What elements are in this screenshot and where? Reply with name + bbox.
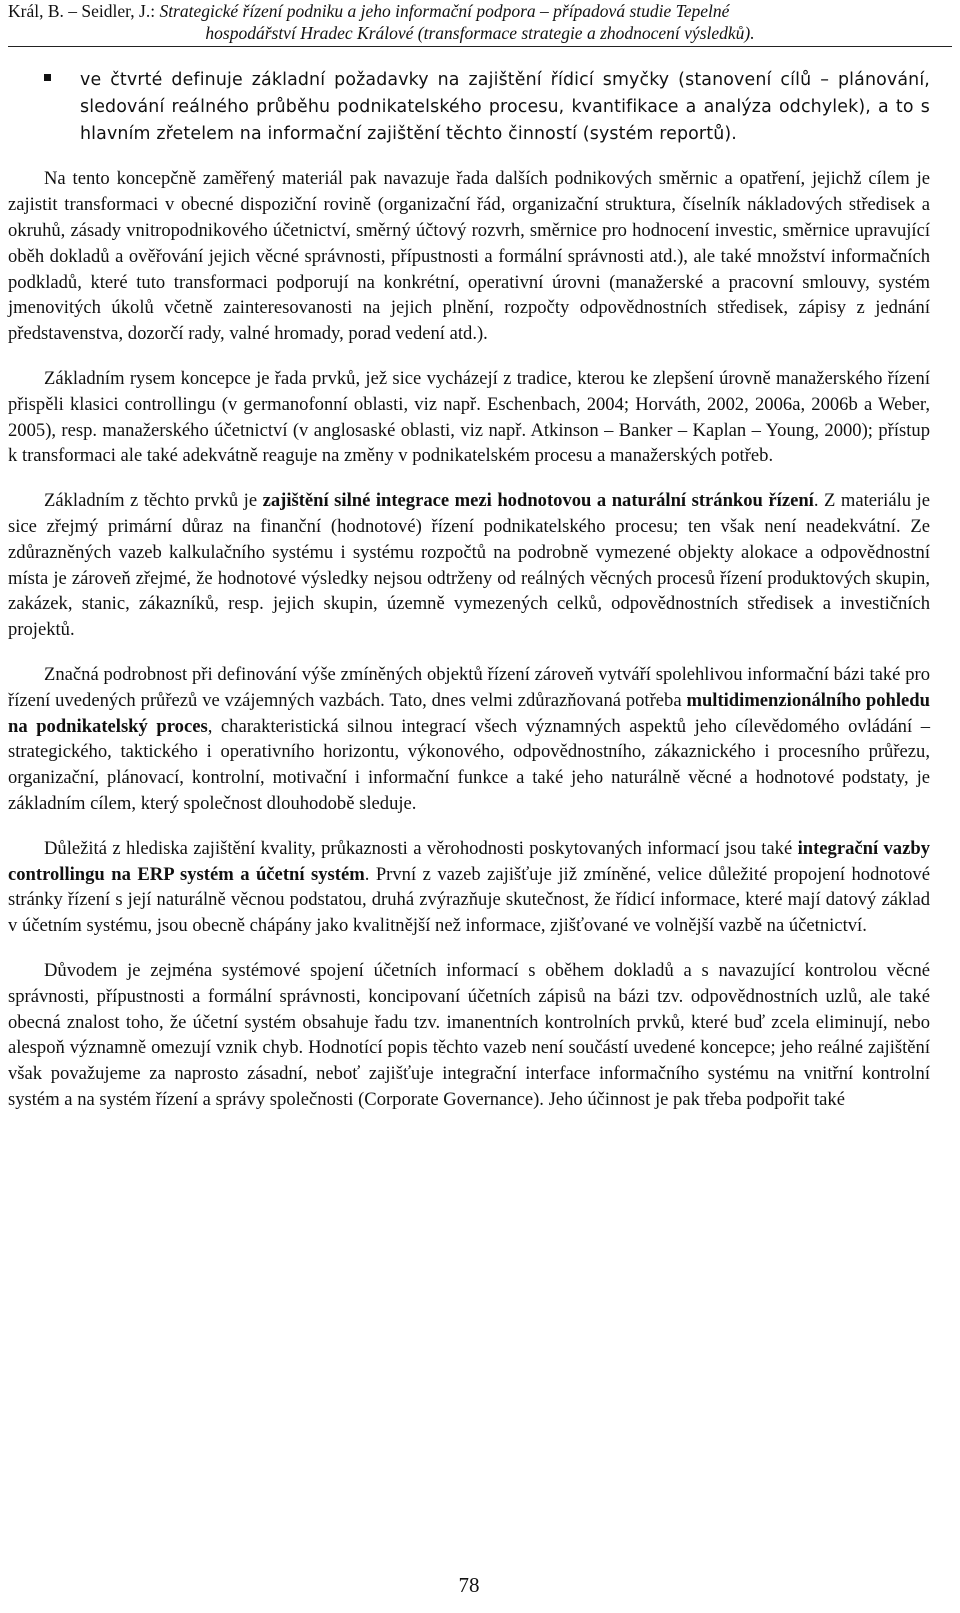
page-body xyxy=(8,67,930,1113)
paragraph-3-text-start: Základním z těchto prvků je xyxy=(44,490,263,512)
paragraph-4-emphasis: multidimenzionálního pohledu na podnikatelský proces xyxy=(8,689,930,737)
bullet-text: ve čtvrté definuje základní požadavky na zajištění řídicí smyčky (stanovení cílů – plánování, sledování reálného průběhu podnikatelského procesu, kvantifikace a analýza odchylek), a to s hlavním zřetelem na informační zajištění těchto činností (systém reportů). xyxy=(80,70,930,144)
paragraph-4-text-start: Značná podrobnost při definování výše zmíněných objektů řízení zároveň vytváří spolehlivou informační bázi také pro řízení uvedených průřezů ve vzájemných vazbách. Tato, dnes velmi zdůrazňovaná potřeba xyxy=(8,663,930,711)
paragraph-5 xyxy=(8,836,930,939)
paragraph-1: Na tento koncepčně zaměřený materiál pak navazuje řada dalších podnikových směrnic a opatření, jejichž cílem je zajistit transformaci v obecné dispoziční rovině (organizační řád, organizační struktura, číselník nákladových středisek a okruhů, zásady vnitropodnikového účetnictví, směrný účtový rozvrh, směrnice pro hodnocení investic, směrnice upravující oběh dokladů a ověřování jejich věcné správnosti, přípustnosti a formální správnosti atd.), ale také množství informačních podkladů, které tuto transformaci podporují na konkrétní, operativní úrovni (manažerské a pracovní smlouvy, systém jmenovitých úkolů včetně zainteresovanosti na jejich plnění, rozpočty odpovědnostních středisek, zápisy z jednání představenstva, dozorčí rady, valné hromady, porad vedení atd.). xyxy=(8,168,930,345)
paragraph-4-text-end: , charakteristická silnou integrací všech významných aspektů jeho cílevědomého ovládání – strategického, taktického i operativního horizontu, výkonového, odpovědnostního, zákaznického i procesního průřezu, organizační, plánovací, kontrolní, motivační i informační funkce a také jeho naturálně věcné a hodnotové podstaty, je základním cílem, který společnost dlouhodobě sleduje. xyxy=(8,715,930,814)
running-header xyxy=(8,0,952,47)
square-bullet-icon xyxy=(44,74,51,81)
paragraph-4 xyxy=(8,662,930,817)
header-line-1 xyxy=(8,0,952,22)
paragraph-2: Základním rysem koncepce je řada prvků, jež sice vycházejí z tradice, kterou ke zlepšení úrovně manažerského řízení přispěli klasici controllingu (v germanofonní oblasti, viz např. Eschenbach, 2004; Horváth, 2002, 2006a, 2006b a Weber, 2005), resp. manažerského účetnictví (v anglosaské oblasti, viz např. Atkinson – Banker – Kaplan – Young, 2000); přístup k transformaci ale také adekvátně reaguje na změny v podnikatelském procesu a manažerských potřeb. xyxy=(8,367,930,467)
header-authors: Král, B. – Seidler, J.: xyxy=(8,1,160,21)
paragraph-3-emphasis: zajištění silné integrace mezi hodnotovou a naturální stránkou řízení xyxy=(262,490,814,512)
paragraph-3-text-end: . Z materiálu je sice zřejmý primární důraz na finanční (hodnotové) řízení podnikatelského procesu; ten však není neadekvátní. Ze zdůrazněných vazeb kalkulačního systému i systému rozpočtů na podrobně vymezené objekty alokace a odpovědnostní místa je zároveň zřejmé, že hodnotové výsledky nejsou odtrženy od reálných věcných procesů řízení produktových skupin, zakázek, stanic, zákazníků, resp. jejich skupin, územně vymezených celků, odpovědnostních středisek a investičních projektů. xyxy=(8,490,930,641)
header-title-line-2: hospodářství Hradec Králové (transformace strategie a zhodnocení výsledků). xyxy=(205,23,755,43)
bullet-list-item xyxy=(8,67,930,147)
paragraph-6: Důvodem je zejména systémové spojení účetních informací s oběhem dokladů a s navazující kontrolou věcné správnosti, přípustnosti a formální správnosti, koncipovaní účetních zápisů na bázi tzv. odpovědnostních uzlů, ale také obecná znalost toho, že účetní systém obsahuje řadu tzv. imanentních kontrolních prvků, které buď zcela eliminují, nebo alespoň významně omezují vznik chyb. Hodnotící popis těchto vazeb není součástí uvedené koncepce; jeho reálné zajištění však považujeme za naprosto zásadní, neboť zajišťuje integrační interface informačního systému na vnitřní kontrolní systém a na systém řízení a správy společnosti (Corporate Governance). Jeho účinnost je pak třeba podpořit také xyxy=(8,959,930,1110)
paragraph-5-text-start: Důležitá z hlediska zajištění kvality, průkaznosti a věrohodnosti poskytovaných informací jsou také xyxy=(44,837,798,859)
page-number: 78 xyxy=(458,1573,480,1597)
header-title-line-1: Strategické řízení podniku a jeho informační podpora – případová studie Tepelné xyxy=(159,1,730,21)
paragraph-5-emphasis: integrační vazby controllingu na ERP systém a účetní systém xyxy=(8,837,930,885)
paragraph-3 xyxy=(8,488,930,643)
paragraph-5-text-end: . První z vazeb zajišťuje již zmíněné, velice důležité propojení hodnotové stránky řízení s její naturálně věcnou podstatou, druhá zvýrazňuje skutečnost, že řídicí informace, které mají datový základ v účetním systému, jsou obecně chápány jako kvalitnější než informace, zjišťované ve volnější vazbě na účetnictví. xyxy=(8,863,930,937)
